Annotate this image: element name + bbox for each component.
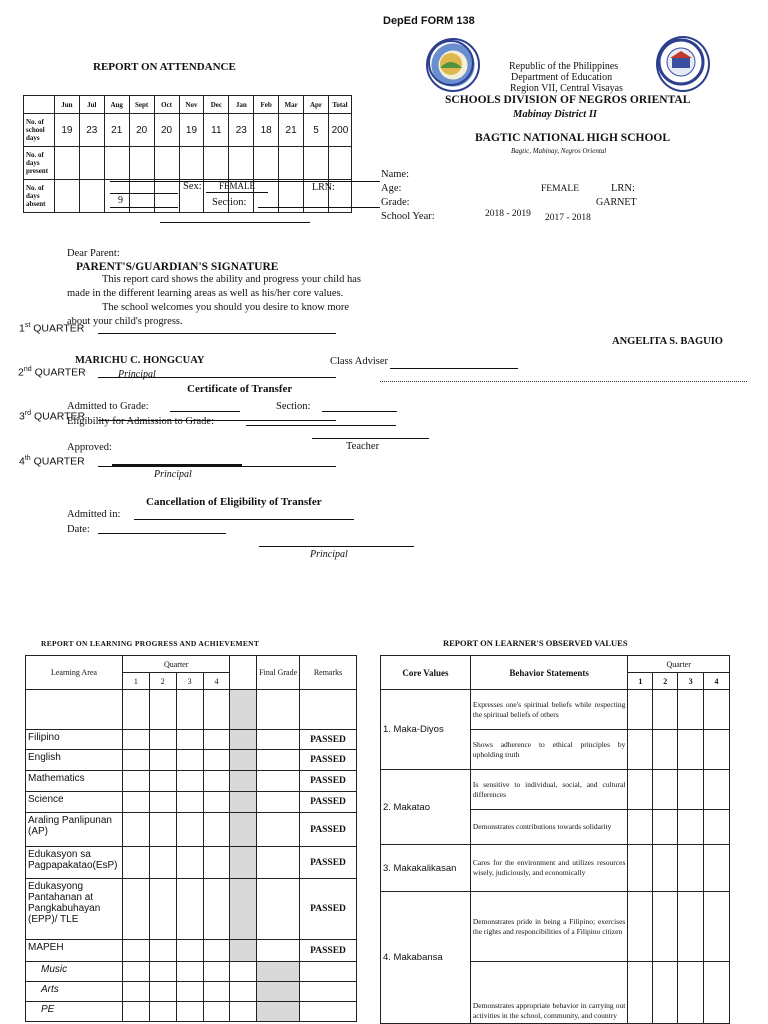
rating-cell[interactable] <box>678 810 704 845</box>
grade-cell[interactable] <box>203 750 230 771</box>
rating-cell[interactable] <box>628 892 653 962</box>
attendance-cell[interactable] <box>54 180 79 213</box>
behavior-statement: Demonstrates appropriate behavior in carrying out activities in the school, community, and country <box>470 962 627 1024</box>
cancellation-admitted-label: Admitted in: <box>67 509 121 520</box>
attendance-header-row <box>24 96 352 114</box>
remarks-cell: PASSED <box>300 750 357 771</box>
grade-cell[interactable] <box>149 750 176 771</box>
lp-col-final: Final Grade <box>257 656 300 690</box>
remarks-cell: PASSED <box>300 940 357 962</box>
lp-quarter-num: 3 <box>176 673 203 690</box>
rating-cell[interactable] <box>653 892 678 962</box>
month-header: Dec <box>204 96 229 114</box>
letter-line1: This report card shows the ability and progress your child has <box>102 274 361 285</box>
table-row <box>26 813 357 847</box>
rating-cell[interactable] <box>704 770 730 810</box>
table-row <box>26 730 357 750</box>
month-header: Feb <box>254 96 279 114</box>
grade-cell[interactable] <box>176 962 203 982</box>
school-seal-icon <box>656 36 706 88</box>
remarks-cell: PASSED <box>300 813 357 847</box>
final-grade-cell[interactable] <box>257 940 300 962</box>
overlay-sex-label: Sex: <box>183 181 202 192</box>
student-name-label: Name: <box>381 169 409 180</box>
core-value-name: 1. Maka-Diyos <box>381 690 471 770</box>
rating-cell[interactable] <box>628 845 653 892</box>
attendance-cell: 11 <box>204 114 229 147</box>
remarks-cell: PASSED <box>300 792 357 813</box>
month-header: Apr <box>304 96 329 114</box>
attendance-cell: 21 <box>104 114 129 147</box>
attendance-cell[interactable] <box>104 147 129 180</box>
transfer-admitted-line[interactable] <box>170 411 240 412</box>
attendance-cell[interactable] <box>328 147 351 180</box>
lp-spacer-row <box>26 690 357 730</box>
remarks-cell: PASSED <box>300 730 357 750</box>
overlay-section-line <box>258 207 380 208</box>
header-address: Bagtic, Mabinay, Negros Oriental <box>511 147 607 155</box>
grade-cell[interactable] <box>203 940 230 962</box>
month-header: Aug <box>104 96 129 114</box>
remarks-cell: PASSED <box>300 771 357 792</box>
transfer-title: Certificate of Transfer <box>187 383 293 395</box>
rating-cell[interactable] <box>628 690 653 730</box>
quarter-2-text: QUARTER <box>34 366 86 379</box>
header-region: Region VII, Central Visayas <box>510 83 623 94</box>
cv-col-behavior: Behavior Statements <box>470 656 627 690</box>
adviser-name: ANGELITA S. BAGUIO <box>612 336 723 347</box>
grade-cell[interactable] <box>149 813 176 847</box>
attendance-cell[interactable] <box>204 147 229 180</box>
lp-header-row <box>26 656 357 673</box>
grade-cell[interactable] <box>203 813 230 847</box>
principal-signature-underline <box>112 464 242 467</box>
quarter-3-text: QUARTER <box>34 410 86 423</box>
subject-name: Edukasyon sa Pagpapakatao(EsP) <box>26 847 123 879</box>
rating-cell[interactable] <box>704 892 730 962</box>
overlay-age-line <box>110 193 178 194</box>
rating-cell[interactable] <box>653 810 678 845</box>
grade-cell[interactable] <box>122 879 149 940</box>
attendance-cell: 20 <box>154 114 179 147</box>
attendance-cell: 23 <box>79 114 104 147</box>
final-grade-cell[interactable] <box>257 750 300 771</box>
attendance-cell[interactable] <box>254 147 279 180</box>
header-republic: Republic of the Philippines <box>509 61 619 72</box>
attendance-cell: 18 <box>254 114 279 147</box>
behavior-statement: Is sensitive to individual, social, and cultural differences <box>470 770 627 810</box>
rating-cell[interactable] <box>704 690 730 730</box>
grade-cell[interactable] <box>203 1002 230 1022</box>
final-grade-cell[interactable] <box>257 792 300 813</box>
grade-cell[interactable] <box>122 940 149 962</box>
rating-cell[interactable] <box>678 770 704 810</box>
quarter-1-num: 1 <box>19 322 25 335</box>
remarks-cell: PASSED <box>300 879 357 940</box>
principal-name: MARICHU C. HONGCUAY <box>75 355 205 366</box>
header-department: Department of Education <box>511 72 613 83</box>
grade-cell[interactable] <box>149 771 176 792</box>
grade-cell[interactable] <box>149 940 176 962</box>
cv-quarter-num: 4 <box>704 673 730 690</box>
table-row <box>381 770 730 810</box>
observed-values-table <box>380 655 730 1024</box>
attendance-cell[interactable] <box>179 147 204 180</box>
rating-cell[interactable] <box>678 892 704 962</box>
attendance-cell: 200 <box>328 114 351 147</box>
overlay-sex-value: FEMALE <box>219 181 255 191</box>
attendance-cell[interactable] <box>129 147 154 180</box>
mapeh-component: Music <box>26 962 123 982</box>
attendance-cell: 21 <box>279 114 304 147</box>
grade-cell[interactable] <box>203 847 230 879</box>
quarter-4-label <box>19 455 85 468</box>
grade-cell[interactable] <box>176 771 203 792</box>
table-row <box>381 690 730 730</box>
subject-name: Science <box>26 792 123 813</box>
attendance-cell: 5 <box>304 114 329 147</box>
grade-cell[interactable] <box>149 730 176 750</box>
attendance-cell[interactable] <box>79 147 104 180</box>
cv-quarter-num: 1 <box>628 673 653 690</box>
lp-blank-col <box>230 656 257 690</box>
grade-cell[interactable] <box>176 940 203 962</box>
table-row <box>381 892 730 962</box>
rating-cell[interactable] <box>653 962 678 1024</box>
table-row <box>26 982 357 1002</box>
grade-cell[interactable] <box>149 982 176 1002</box>
grade-cell[interactable] <box>176 847 203 879</box>
quarter-3-sup: rd <box>24 410 32 417</box>
final-grade-cell[interactable] <box>257 771 300 792</box>
cancellation-admitted-line[interactable] <box>134 519 354 520</box>
row-label: No. of days absent <box>24 180 55 213</box>
final-grade-cell[interactable] <box>257 730 300 750</box>
overlay-grade-line <box>110 207 178 208</box>
attendance-cell[interactable] <box>229 147 254 180</box>
month-header: Total <box>328 96 351 114</box>
quarter-4-text: QUARTER <box>33 455 85 468</box>
attendance-corner-cell <box>24 96 55 114</box>
header-district: Mabinay District II <box>513 109 598 120</box>
table-row <box>26 771 357 792</box>
overlay-section-label: Section: <box>212 197 247 208</box>
rating-cell[interactable] <box>628 962 653 1024</box>
core-value-name: 2. Makatao <box>381 770 471 845</box>
table-row <box>26 940 357 962</box>
attendance-cell: 20 <box>129 114 154 147</box>
grade-cell[interactable] <box>149 962 176 982</box>
attendance-cell: 19 <box>54 114 79 147</box>
cancellation-principal-line <box>259 546 414 547</box>
header-division: SCHOOLS DIVISION OF NEGROS ORIENTAL <box>445 94 691 106</box>
attendance-cell[interactable] <box>54 147 79 180</box>
grade-cell[interactable] <box>176 792 203 813</box>
overlay-lrn-label: LRN: <box>312 182 335 193</box>
behavior-statement: Shows adherence to ethical principles by upholding truth <box>470 730 627 770</box>
grade-cell[interactable] <box>203 730 230 750</box>
subject-name: English <box>26 750 123 771</box>
transfer-approved-label: Approved: <box>67 442 112 453</box>
rating-cell[interactable] <box>653 845 678 892</box>
transfer-teacher-line <box>312 438 429 439</box>
cancellation-date-line[interactable] <box>98 533 226 534</box>
transfer-principal-label: Principal <box>154 469 192 480</box>
quarter-2-sup: nd <box>23 366 32 373</box>
class-adviser-label: Class Adviser <box>330 356 389 367</box>
behavior-statement: Demonstrates contributions towards solidarity <box>470 810 627 845</box>
month-header: Mar <box>279 96 304 114</box>
month-header: Jun <box>54 96 79 114</box>
quarter-4-sup: th <box>24 455 31 462</box>
deped-seal-logo <box>426 38 480 92</box>
learning-progress-table <box>25 655 357 1022</box>
rating-cell[interactable] <box>678 690 704 730</box>
rating-cell[interactable] <box>704 845 730 892</box>
rating-cell[interactable] <box>704 962 730 1024</box>
final-grade-cell[interactable] <box>257 847 300 879</box>
student-lrn-label: LRN: <box>611 183 635 194</box>
table-row <box>26 847 357 879</box>
letter-line3: The school welcomes you should you desire to know more <box>102 302 349 313</box>
behavior-statement: Demonstrates pride in being a Filipino; exercises the rights and responcibilities of a Filipino citizen <box>470 892 627 962</box>
rating-cell[interactable] <box>704 810 730 845</box>
letter-line2: made in the different learning areas as well as his/her core values. <box>67 288 344 299</box>
class-adviser-line <box>390 368 518 369</box>
grade-cell[interactable] <box>176 982 203 1002</box>
final-grade-cell[interactable] <box>257 879 300 940</box>
grade-cell[interactable] <box>176 813 203 847</box>
letter-line4: about your child's progress. <box>67 316 183 327</box>
subject-name: Filipino <box>26 730 123 750</box>
behavior-statement: Cares for the environment and utilizes resources wisely, judiciously, and economically <box>470 845 627 892</box>
attendance-title: REPORT ON ATTENDANCE <box>93 61 236 73</box>
rating-cell[interactable] <box>628 730 653 770</box>
final-grade-cell[interactable] <box>257 813 300 847</box>
grade-cell[interactable] <box>122 1002 149 1022</box>
cv-quarter-num: 3 <box>678 673 704 690</box>
table-row <box>26 792 357 813</box>
lp-quarter-num: 4 <box>203 673 230 690</box>
student-section-value: GARNET <box>596 197 637 208</box>
cancellation-principal-label: Principal <box>310 549 348 560</box>
student-age-label: Age: <box>381 183 402 194</box>
rating-cell[interactable] <box>678 845 704 892</box>
grade-cell[interactable] <box>149 879 176 940</box>
adviser-dotted-line <box>380 381 747 382</box>
attendance-cell[interactable] <box>79 180 104 213</box>
quarter-1-signature-line[interactable] <box>98 333 336 334</box>
core-value-name: 3. Makakalikasan <box>381 845 471 892</box>
month-header: Jul <box>79 96 104 114</box>
student-sy-label: School Year: <box>381 211 435 222</box>
lp-col-area: Learning Area <box>26 656 123 690</box>
grade-cell[interactable] <box>176 1002 203 1022</box>
behavior-statement: Expresses one's spiritual beliefs while respecting the spiritual beliefs of others <box>470 690 627 730</box>
attendance-cell: 23 <box>229 114 254 147</box>
transfer-eligibility-label: Eligibility for Admission to Grade: <box>67 416 214 427</box>
grade-cell[interactable] <box>176 879 203 940</box>
quarter-1-text: QUARTER <box>33 322 85 335</box>
mapeh-component: Arts <box>26 982 123 1002</box>
row-label: No. of days present <box>24 147 55 180</box>
table-row <box>381 845 730 892</box>
quarter-2-label <box>18 366 86 379</box>
subject-name: Edukasyong Pantahanan at Pangkabuhayan (EPP)/ TLE <box>26 879 123 940</box>
grade-cell[interactable] <box>203 982 230 1002</box>
cv-header-row <box>381 656 730 673</box>
signature-title: PARENT'S/GUARDIAN'S SIGNATURE <box>76 261 279 273</box>
cancellation-date-label: Date: <box>67 524 90 535</box>
table-row <box>26 1002 357 1022</box>
grade-cell[interactable] <box>176 730 203 750</box>
cv-quarter-num: 2 <box>653 673 678 690</box>
rating-cell[interactable] <box>704 730 730 770</box>
grade-cell[interactable] <box>203 879 230 940</box>
attendance-row-present <box>24 147 352 180</box>
table-row <box>26 962 357 982</box>
observed-values-title: REPORT ON LEARNER'S OBSERVED VALUES <box>443 638 628 648</box>
form-title: DepEd FORM 138 <box>383 15 475 27</box>
transfer-eligibility-line[interactable] <box>246 425 396 426</box>
remarks-cell: PASSED <box>300 847 357 879</box>
core-value-name: 4. Makabansa <box>381 892 471 1024</box>
attendance-cell[interactable] <box>154 147 179 180</box>
student-grade-label: Grade: <box>381 197 410 208</box>
cancellation-title: Cancellation of Eligibility of Transfer <box>146 496 322 508</box>
rating-cell[interactable] <box>628 810 653 845</box>
table-row <box>26 750 357 771</box>
cv-col-quarter: Quarter <box>628 656 730 673</box>
grade-cell[interactable] <box>122 962 149 982</box>
quarter-1-label <box>19 322 84 335</box>
attendance-table <box>23 95 352 213</box>
overlay-sy-line <box>160 222 310 223</box>
grade-cell[interactable] <box>122 730 149 750</box>
overlay-grade-value: 9 <box>118 195 123 206</box>
grade-cell[interactable] <box>149 847 176 879</box>
transfer-section-line[interactable] <box>322 411 397 412</box>
mapeh-component: PE <box>26 1002 123 1022</box>
quarter-2-num: 2 <box>18 366 24 379</box>
principal-label: Principal <box>118 369 156 380</box>
grade-cell[interactable] <box>149 1002 176 1022</box>
row-label: No. of school days <box>24 114 55 147</box>
table-row <box>26 879 357 940</box>
grade-cell[interactable] <box>122 813 149 847</box>
student-sex-value: FEMALE <box>541 184 579 194</box>
learning-progress-title: REPORT ON LEARNING PROGRESS AND ACHIEVEMENT <box>41 639 260 648</box>
letter-salutation: Dear Parent: <box>67 248 120 259</box>
grade-cell[interactable] <box>176 750 203 771</box>
rating-cell[interactable] <box>653 730 678 770</box>
rating-cell[interactable] <box>678 730 704 770</box>
subject-name: Mathematics <box>26 771 123 792</box>
lp-col-quarter: Quarter <box>122 656 229 673</box>
subject-name: MAPEH <box>26 940 123 962</box>
cv-col-core: Core Values <box>381 656 471 690</box>
subject-name: Araling Panlipunan (AP) <box>26 813 123 847</box>
grade-cell[interactable] <box>149 792 176 813</box>
lp-quarter-num: 2 <box>149 673 176 690</box>
grade-cell[interactable] <box>203 962 230 982</box>
student-sy-value-b: 2017 - 2018 <box>545 213 591 223</box>
lp-col-remarks: Remarks <box>300 656 357 690</box>
transfer-teacher-label: Teacher <box>346 441 380 452</box>
month-header: Sept <box>129 96 154 114</box>
transfer-section-label: Section: <box>276 401 311 412</box>
transfer-admitted-label: Admitted to Grade: <box>67 401 149 412</box>
grade-cell[interactable] <box>122 792 149 813</box>
quarter-3-num: 3 <box>19 410 25 423</box>
school-seal-logo <box>656 36 710 92</box>
rating-cell[interactable] <box>628 770 653 810</box>
grade-cell[interactable] <box>122 750 149 771</box>
month-header: Nov <box>179 96 204 114</box>
grade-cell[interactable] <box>122 982 149 1002</box>
grade-cell[interactable] <box>203 792 230 813</box>
quarter-1-sup: st <box>24 322 31 329</box>
grade-cell[interactable] <box>122 847 149 879</box>
rating-cell[interactable] <box>653 770 678 810</box>
attendance-cell[interactable] <box>279 147 304 180</box>
deped-seal-icon <box>426 38 476 88</box>
lp-quarter-num: 1 <box>122 673 149 690</box>
quarter-4-num: 4 <box>19 455 25 468</box>
overlay-sex-line <box>206 192 268 193</box>
rating-cell[interactable] <box>653 690 678 730</box>
attendance-cell[interactable] <box>304 147 329 180</box>
grade-cell[interactable] <box>122 771 149 792</box>
student-sy-value-a: 2018 - 2019 <box>485 209 531 219</box>
header-school: BAGTIC NATIONAL HIGH SCHOOL <box>475 132 671 144</box>
grade-cell[interactable] <box>203 771 230 792</box>
month-header: Jan <box>229 96 254 114</box>
rating-cell[interactable] <box>678 962 704 1024</box>
month-header: Oct <box>154 96 179 114</box>
attendance-cell: 19 <box>179 114 204 147</box>
attendance-row-school-days <box>24 114 352 147</box>
